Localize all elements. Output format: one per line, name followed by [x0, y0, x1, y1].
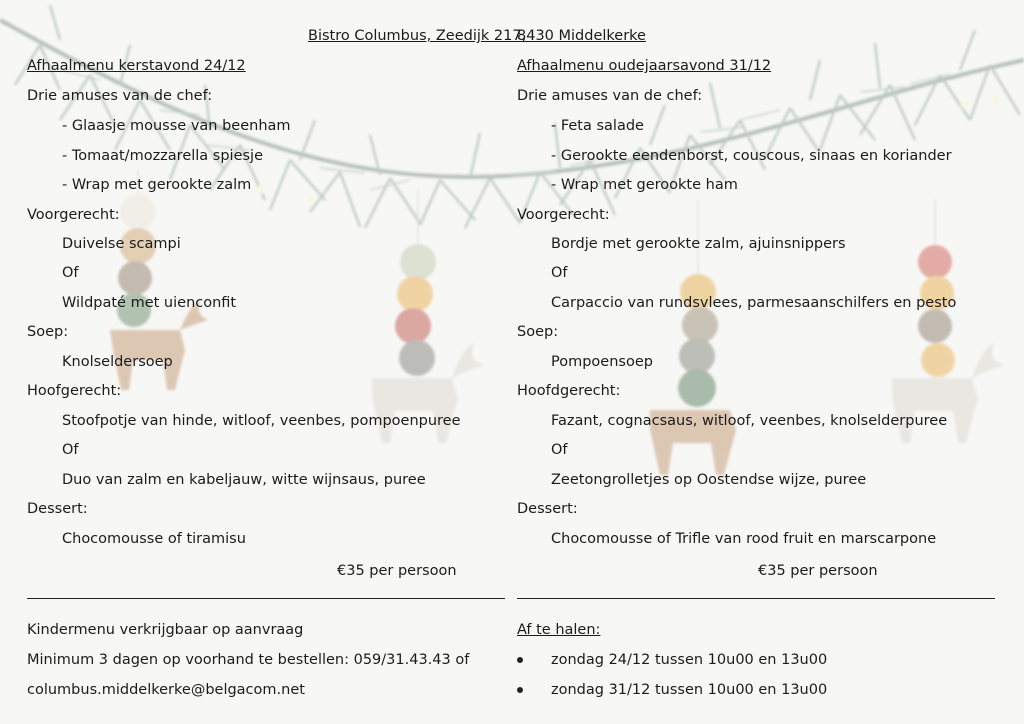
right-amuses-heading: Drie amuses van de chef:: [517, 88, 703, 104]
right-starter-heading: Voorgerecht:: [517, 207, 610, 223]
right-main-option: Fazant, cognacsaus, witloof, veenbes, knolselderpuree: [551, 413, 948, 429]
pickup-slot: zondag 31/12 tussen 10u00 en 13u00: [551, 682, 828, 698]
left-soup: Knolseldersoep: [62, 354, 173, 370]
left-starter-or: Of: [62, 265, 79, 281]
left-amuse-item: - Glaasje mousse van beenham: [62, 118, 291, 134]
bullet-icon: [517, 657, 523, 663]
contact-email: columbus.middelkerke@belgacom.net: [27, 682, 305, 698]
right-starter-option: Carpaccio van rundsvlees, parmesaanschilfers en pesto: [551, 295, 957, 311]
left-amuse-item: - Tomaat/mozzarella spiesje: [62, 148, 264, 164]
order-phone-note: Minimum 3 dagen op voorhand te bestellen: 059/31.43.43 of: [27, 652, 470, 668]
left-main-option: Duo van zalm en kabeljauw, witte wijnsaus, puree: [62, 472, 426, 488]
left-price: €35 per persoon: [337, 563, 457, 579]
right-main-heading: Hoofdgerecht:: [517, 383, 621, 399]
right-dessert: Chocomousse of Trifle van rood fruit en marscarpone: [551, 531, 937, 547]
pickup-heading: Af te halen:: [517, 622, 601, 638]
left-starter-option: Duivelse scampi: [62, 236, 181, 252]
left-amuses-heading: Drie amuses van de chef:: [27, 88, 213, 104]
right-amuse-item: - Feta salade: [551, 118, 644, 134]
right-price: €35 per persoon: [758, 563, 878, 579]
left-main-option: Stoofpotje van hinde, witloof, veenbes, pompoenpuree: [62, 413, 461, 429]
restaurant-city: 8430 Middelkerke: [517, 28, 646, 44]
restaurant-address: Bistro Columbus, Zeedijk 217,: [308, 28, 527, 44]
right-soup-heading: Soep:: [517, 324, 559, 340]
left-menu-title: Afhaalmenu kerstavond 24/12: [27, 58, 246, 74]
bullet-icon: [517, 687, 523, 693]
left-amuse-item: - Wrap met gerookte zalm: [62, 177, 252, 193]
right-amuse-item: - Gerookte eendenborst, couscous, sinaas en koriander: [551, 148, 952, 164]
left-separator-line: [27, 598, 505, 599]
right-dessert-heading: Dessert:: [517, 501, 578, 517]
right-starter-or: Of: [551, 265, 568, 281]
left-starter-heading: Voorgerecht:: [27, 207, 120, 223]
right-menu-title: Afhaalmenu oudejaarsavond 31/12: [517, 58, 772, 74]
left-dessert: Chocomousse of tiramisu: [62, 531, 246, 547]
left-main-or: Of: [62, 442, 79, 458]
right-main-option: Zeetongrolletjes op Oostendse wijze, puree: [551, 472, 867, 488]
right-soup: Pompoensoep: [551, 354, 653, 370]
left-starter-option: Wildpaté met uienconfit: [62, 295, 237, 311]
left-soup-heading: Soep:: [27, 324, 69, 340]
pickup-slot: zondag 24/12 tussen 10u00 en 13u00: [551, 652, 828, 668]
right-separator-line: [517, 598, 995, 599]
right-main-or: Of: [551, 442, 568, 458]
left-main-heading: Hoofgerecht:: [27, 383, 122, 399]
right-amuse-item: - Wrap met gerookte ham: [551, 177, 738, 193]
left-dessert-heading: Dessert:: [27, 501, 88, 517]
kids-menu-note: Kindermenu verkrijgbaar op aanvraag: [27, 622, 304, 638]
right-starter-option: Bordje met gerookte zalm, ajuinsnippers: [551, 236, 846, 252]
